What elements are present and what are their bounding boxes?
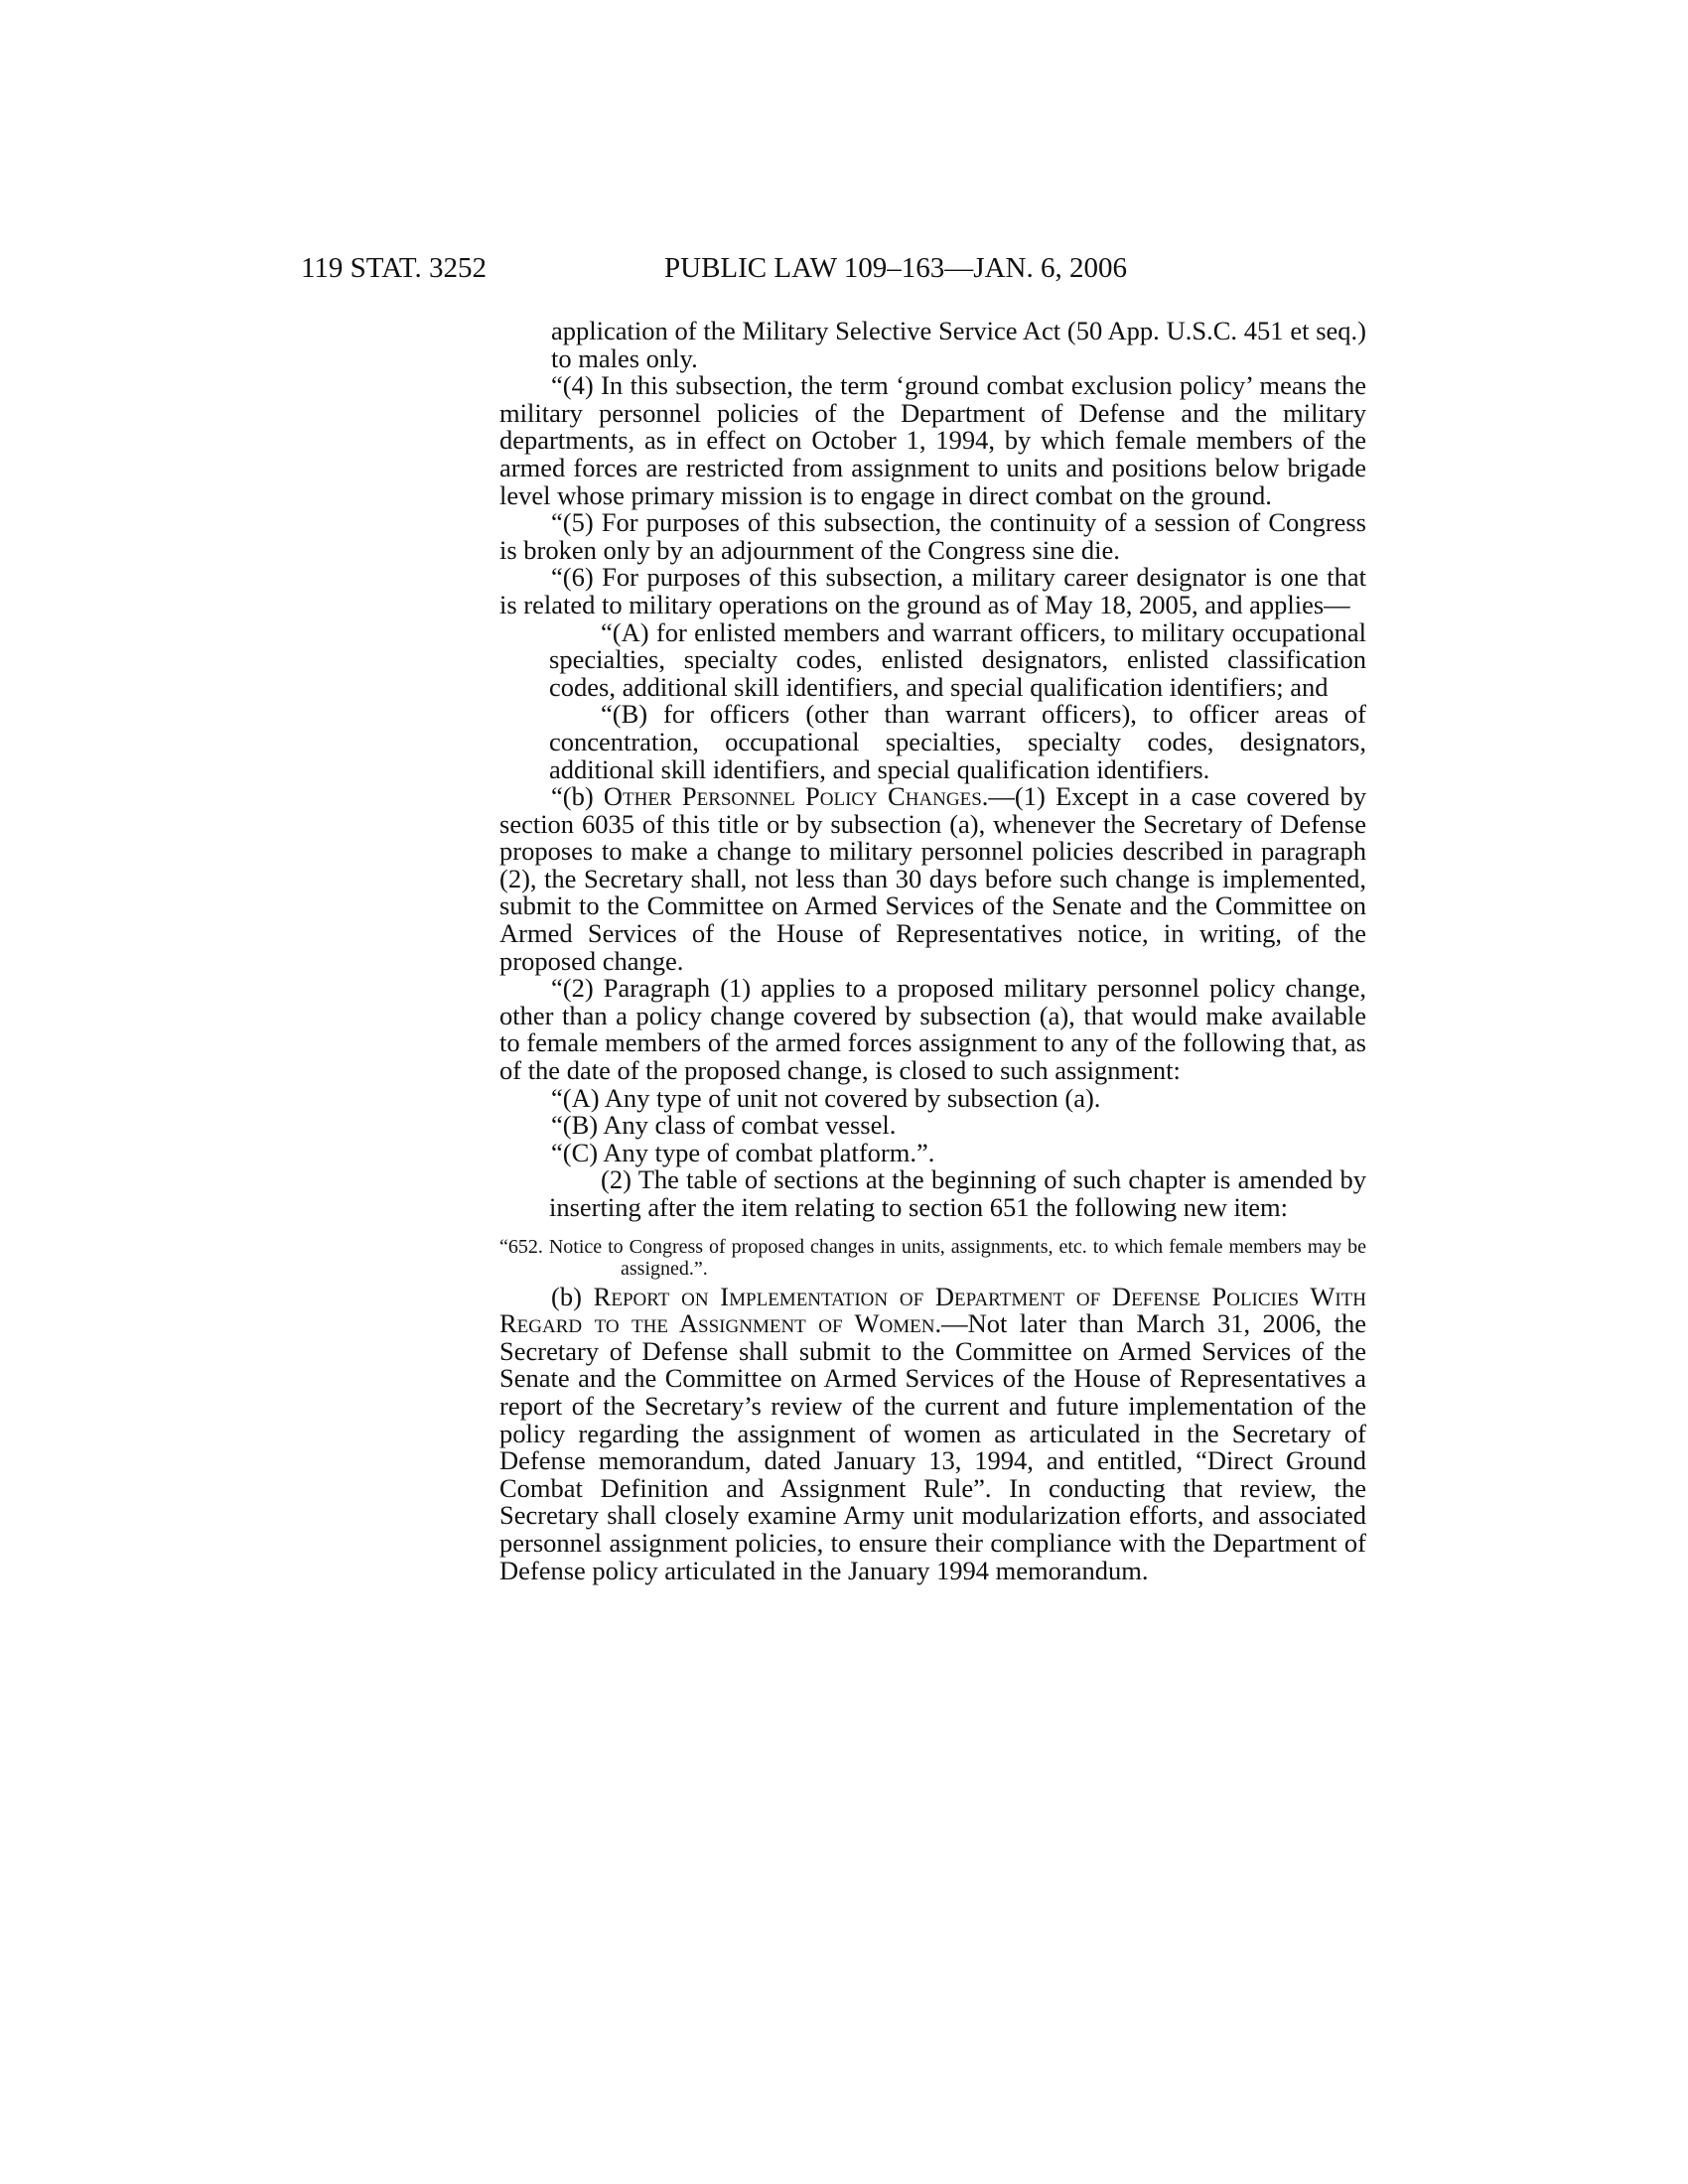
item-b: “(B) Any class of combat vessel. bbox=[551, 1110, 897, 1141]
section-b-text: .—Not later than March 31, 2006, the Secretary of Defense shall submit to the Committee on Armed Services of the Senate and the Committee on Armed Services of the House of Representatives a report of the Secretary’s review of the current and future implementation of the policy regarding the assignment of women as articulated in the Secretary of Defense memorandum, dated January 13, 1994, and entitled, “Direct Ground Combat Definition and Assignment Rule”. In conducting that review, the Secretary shall closely examine Army unit modularization efforts, and associated personnel assignment policies, to ensure their compliance with the Department of Defense policy articulated in the January 1994 memorandum. bbox=[499, 1308, 1366, 1585]
paragraph-4: “(4) In this subsection, the term ‘ground combat exclusion policy’ means the military personnel policies of the Department of Defense and the military departments, as in effect on October 1, 1994, by which female members of the armed forces are restricted from assignment to units and positions below brigade level whose primary mission is to engage in direct combat on the ground. bbox=[499, 370, 1366, 510]
paragraph-5: “(5) For purposes of this subsection, the continuity of a session of Congress is broken only by an adjournment of the Congress sine die. bbox=[499, 507, 1366, 565]
subsection-b-other-personnel-policy-changes bbox=[499, 783, 1366, 975]
paragraph-continuation: application of the Military Selective Service Act (50 App. U.S.C. 451 et seq.) to males only. bbox=[551, 316, 1366, 373]
subparagraph-a: “(A) for enlisted members and warrant officers, to military occupational specialties, specialty codes, enlisted designators, enlisted classification codes, additional skill identifiers, and special qualification identifiers; and bbox=[549, 616, 1366, 702]
stat-page-number: 119 STAT. 3252 bbox=[301, 252, 487, 284]
subsection-b-label: “(b) bbox=[551, 781, 604, 812]
running-header-title: PUBLIC LAW 109–163—JAN. 6, 2006 bbox=[664, 252, 1127, 284]
paragraph-6: “(6) For purposes of this subsection, a military career designator is one that is related to military operations on the ground as of May 18, 2005, and applies— bbox=[499, 562, 1366, 619]
subsection-b-text: .—(1) Except in a case covered by section 6035 of this title or by subsection (a), whenever the Secretary of Defense proposes to make a change to military personnel policies described in paragraph (2), the Secretary shall, not less than 30 days before such change is implemented, submit to the Committee on Armed Services of the Senate and the Committee on Armed Services of the House of Representatives notice, in writing, of the proposed change. bbox=[499, 781, 1366, 976]
table-of-sections-item: “652. Notice to Congress of proposed changes in units, assignments, etc. to which female members may be assigned.”. bbox=[499, 1235, 1366, 1280]
subsection-b-heading: Other Personnel Policy Changes bbox=[603, 781, 982, 812]
paragraph-2: “(2) Paragraph (1) applies to a proposed military personnel policy change, other than a policy change covered by subsection (a), that would make available to female members of the armed forces assignment to any of the following that, as of the date of the proposed change, is closed to such assignment: bbox=[499, 973, 1366, 1086]
section-b-label: (b) bbox=[551, 1281, 594, 1311]
section-b-report bbox=[499, 1281, 1366, 1585]
amendment-paragraph-2: (2) The table of sections at the beginning of such chapter is amended by inserting after the item relating to section 651 the following new item: bbox=[549, 1164, 1366, 1222]
item-a: “(A) Any type of unit not covered by subsection (a). bbox=[551, 1082, 1101, 1113]
subparagraph-b: “(B) for officers (other than warrant officers), to officer areas of concentration, occupational specialties, specialty codes, designators, additional skill identifiers, and special qualification identifiers. bbox=[549, 699, 1366, 784]
item-c: “(C) Any type of combat platform.”. bbox=[551, 1137, 935, 1167]
section-b-heading: Report on Implementation of Department of Defense Policies With Regard to the Assignment of Women bbox=[499, 1281, 1366, 1339]
body-text bbox=[499, 318, 1366, 1584]
